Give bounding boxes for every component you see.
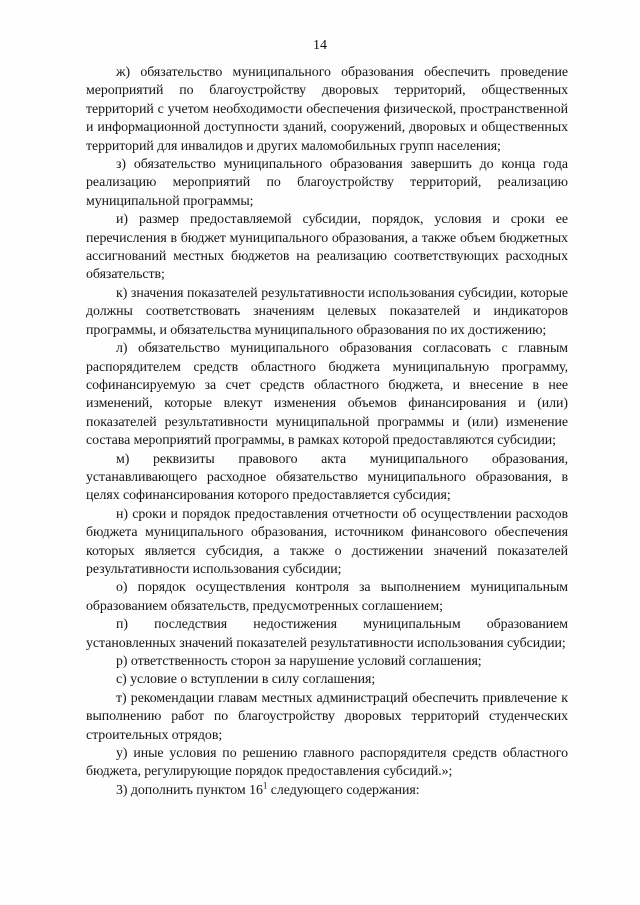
paragraph-p: п) последствия недостижения муниципальным образованием установленных значений показателей результативности использования субсидии; [86, 617, 568, 651]
paragraph-n: н) сроки и порядок предоставления отчетности об осуществлении расходов бюджета муниципального образования, источником финансового обеспечения которых является субсидия, а также о достижении значений показателей результативности использования субсидии; [86, 506, 568, 577]
paragraph-i: и) размер предоставляемой субсидии, порядок, условия и сроки ее перечисления в бюджет муниципального образования, а также объем бюджетных ассигнований местных бюджетов на реализацию соответствующих расходных обязательств; [86, 212, 568, 283]
paragraph-o: о) порядок осуществления контроля за выполнением муниципальным образованием обязательств, предусмотренных соглашением; [86, 580, 568, 614]
amendment-text: 3) дополнить пунктом 16 [116, 782, 263, 798]
document-body [86, 64, 568, 800]
paragraph-s: с) условие о вступлении в силу соглашения; [116, 672, 376, 688]
amendment-text-end: следующего содержания: [267, 782, 420, 798]
paragraph-l: л) обязательство муниципального образования согласовать с главным распорядителем средств областного бюджета муниципальную программу, софинансируемую за счет средств областного бюджета, и внесение в нее изменений, которые влекут изменения объемов финансирования и (или) показателей результативности муниципальной программы и (или) изменение состава мероприятий программы, в рамках которой предоставляются субсидии; [86, 341, 568, 449]
paragraph-zh: ж) обязательство муниципального образования обеспечить проведение мероприятий по благоустройству дворовых территорий, общественных территорий с учетом необходимости обеспечения физической, пространственной и информационной доступности зданий, сооружений, дворовых и общественных территорий для инвалидов и других маломобильных групп населения; [86, 65, 568, 154]
paragraph-z: з) обязательство муниципального образования завершить до конца года реализацию мероприятий по благоустройству территорий, реализацию муниципальной программы; [86, 157, 568, 209]
paragraph-r: р) ответственность сторон за нарушение условий соглашения; [116, 654, 482, 669]
paragraph-u: у) иные условия по решению главного распорядителя средств областного бюджета, регулирующие порядок предоставления субсидий.»; [86, 746, 568, 780]
paragraph-m: м) реквизиты правового акта муниципального образования, устанавливающего расходное обязательство муниципального образования, в целях софинансирования которого предоставляется субсидия; [86, 451, 568, 504]
page-number: 14 [313, 38, 327, 53]
paragraph-t: т) рекомендации главам местных администраций обеспечить привлечение к выполнению работ по благоустройству дворовых территорий студенческих строительных отрядов; [86, 690, 568, 743]
superscript-index: 1 [262, 780, 268, 791]
paragraph-k: к) значения показателей результативности использования субсидии, которые должны соответствовать значениям целевых показателей и индикаторов программы, и обязательства муниципального образования по их достижению; [86, 285, 568, 338]
paragraph-amendment [86, 782, 568, 800]
